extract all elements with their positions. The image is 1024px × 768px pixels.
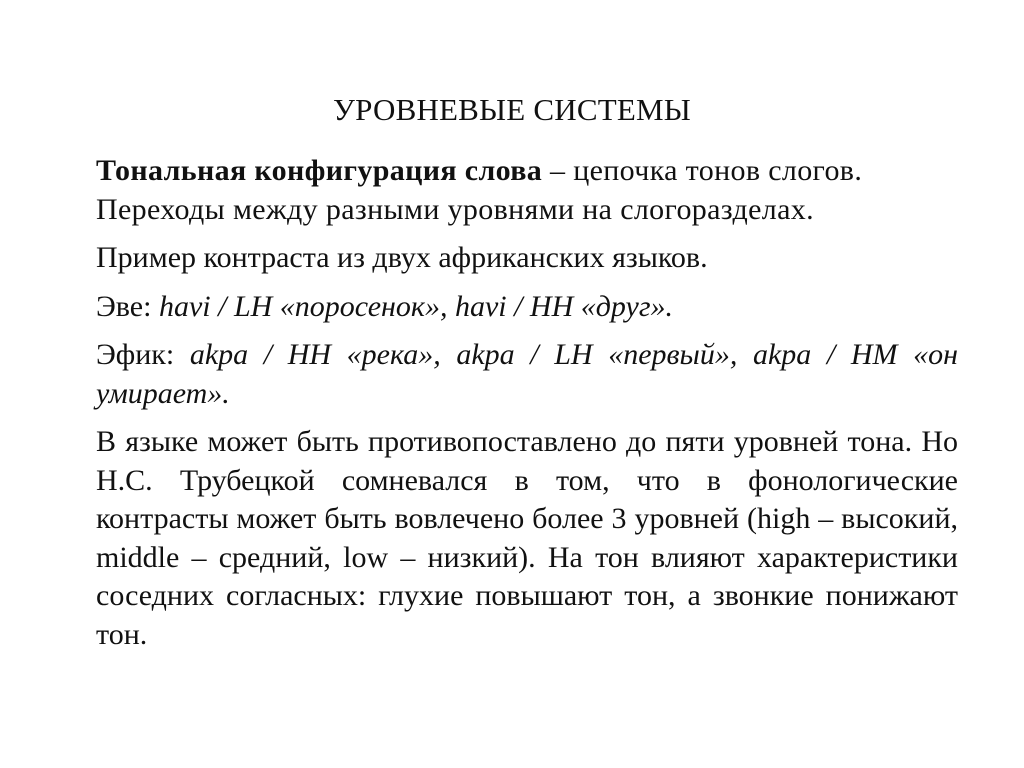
- paragraph-efik: [96, 336, 958, 413]
- paragraph-definition: [96, 152, 958, 229]
- slide-body: [96, 152, 958, 664]
- paragraph-levels: В языке может быть противопоставлено до пяти уровней тона. Но Н.С. Трубецкой сомневался в том, что в фонологические контрасты может быть вовлечено более 3 уровней (high – высокий, middle – средний, low – низкий). На тон влияют характеристики соседних согласных: глухие повышают тон, а звонкие понижают тон.: [96, 425, 958, 651]
- definition-term: Тональная конфигурация слова: [96, 154, 543, 187]
- efik-examples: akpa / HH «река», akpa / LH «первый», akpa / HM «он умирает».: [96, 338, 958, 410]
- ewe-examples: havi / LH «поросенок», havi / HH «друг».: [158, 289, 674, 323]
- slide-title: УРОВНЕВЫЕ СИСТЕМЫ: [333, 92, 691, 127]
- paragraph-ewe: [96, 288, 958, 327]
- paragraph-example-intro: Пример контраста из двух африканских языков.: [96, 241, 708, 274]
- definition-text: – цепочка тонов слогов. Переходы между разными уровнями на слогоразделах.: [96, 154, 863, 226]
- ewe-label: Эве:: [96, 289, 159, 323]
- efik-label: Эфик:: [96, 338, 190, 371]
